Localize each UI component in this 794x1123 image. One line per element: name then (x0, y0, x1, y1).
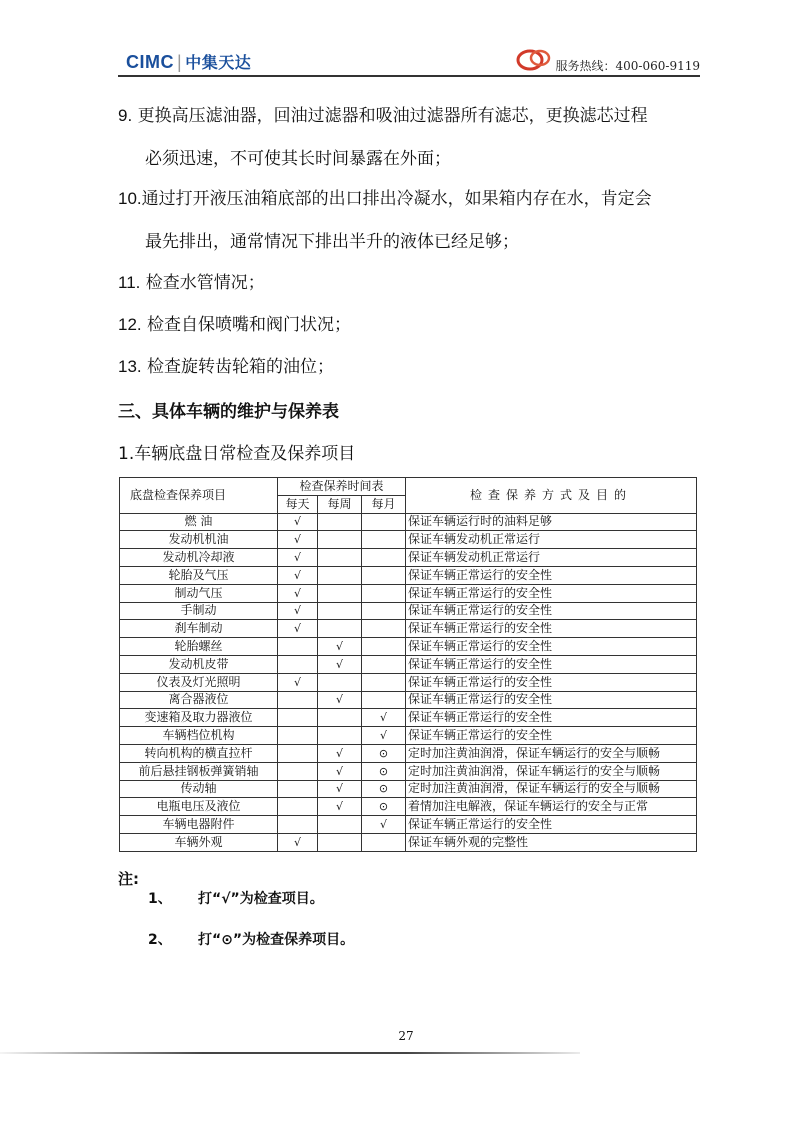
cell-weekly (318, 816, 362, 834)
item-number: 12. (118, 315, 142, 334)
hotline-text: 服务热线：400-060-9119 (555, 59, 700, 73)
cell-daily (278, 655, 318, 673)
cell-method: 保证车辆正常运行的安全性 (406, 584, 697, 602)
cell-weekly (318, 531, 362, 549)
cell-monthly (362, 620, 406, 638)
cell-method: 保证车辆正常运行的安全性 (406, 655, 697, 673)
cell-weekly (318, 513, 362, 531)
cell-daily: √ (278, 584, 318, 602)
cell-daily: √ (278, 549, 318, 567)
item-text: 检查水管情况； (145, 273, 265, 293)
cell-monthly: √ (362, 816, 406, 834)
cell-daily (278, 691, 318, 709)
list-item-12 (118, 314, 351, 336)
cell-daily (278, 798, 318, 816)
cell-monthly (362, 691, 406, 709)
brand-swirl-icon (516, 46, 554, 72)
cell-daily: √ (278, 673, 318, 691)
cell-method: 保证车辆正常运行的安全性 (406, 566, 697, 584)
cell-method: 保证车辆正常运行的安全性 (406, 602, 697, 620)
cell-item: 手制动 (120, 602, 278, 620)
item-number: 10. (118, 189, 142, 208)
cell-item: 电瓶电压及液位 (120, 798, 278, 816)
cell-item: 转向机构的横直拉杆 (120, 744, 278, 762)
table-row (120, 531, 697, 549)
cell-weekly (318, 709, 362, 727)
cell-method: 定时加注黄油润滑，保证车辆运行的安全与顺畅 (406, 762, 697, 780)
table-row (120, 744, 697, 762)
cell-daily (278, 780, 318, 798)
list-item-9-cont: 必须迅速，不可使其长时间暴露在外面； (145, 149, 451, 169)
item-text: 检查自保喷嘴和阀门状况； (147, 315, 352, 335)
page-header (118, 42, 700, 76)
item-number: 11. (118, 273, 141, 292)
cell-monthly (362, 584, 406, 602)
footer-rule (0, 1052, 580, 1054)
table-row (120, 602, 697, 620)
header-schedule: 检查保养时间表 (278, 478, 406, 496)
cell-daily (278, 709, 318, 727)
cell-weekly: √ (318, 655, 362, 673)
cell-item: 刹车制动 (120, 620, 278, 638)
header-item: 底盘检查保养项目 (120, 478, 278, 514)
cell-method: 保证车辆外观的完整性 (406, 833, 697, 851)
cell-weekly: √ (318, 780, 362, 798)
cell-weekly: √ (318, 744, 362, 762)
cell-daily: √ (278, 531, 318, 549)
cell-daily (278, 744, 318, 762)
cell-item: 变速箱及取力器液位 (120, 709, 278, 727)
cell-method: 保证车辆正常运行的安全性 (406, 673, 697, 691)
cell-item: 燃 油 (120, 513, 278, 531)
cell-daily (278, 727, 318, 745)
cell-weekly: √ (318, 691, 362, 709)
table-row (120, 566, 697, 584)
subsection-title: 1.车辆底盘日常检查及保养项目 (118, 444, 356, 464)
table-row (120, 673, 697, 691)
cell-item: 轮胎螺丝 (120, 638, 278, 656)
cell-weekly (318, 549, 362, 567)
cell-monthly (362, 549, 406, 567)
cell-monthly: √ (362, 727, 406, 745)
cell-method: 保证车辆正常运行的安全性 (406, 638, 697, 656)
item-number: 13. (118, 357, 142, 376)
cimc-logo (126, 50, 251, 73)
item-text: 检查旋转齿轮箱的油位； (147, 357, 335, 377)
cell-method: 定时加注黄油润滑，保证车辆运行的安全与顺畅 (406, 744, 697, 762)
page-number: 27 (398, 1029, 414, 1043)
table-row (120, 816, 697, 834)
table-row (120, 798, 697, 816)
table-row (120, 638, 697, 656)
table-header-row (120, 478, 697, 496)
cell-item: 车辆档位机构 (120, 727, 278, 745)
cell-monthly (362, 513, 406, 531)
cell-method: 保证车辆正常运行的安全性 (406, 691, 697, 709)
cell-item: 前后悬挂钢板弹簧销轴 (120, 762, 278, 780)
header-method: 检查保养方式及目的 (406, 478, 697, 514)
cell-method: 保证车辆发动机正常运行 (406, 531, 697, 549)
cell-weekly: √ (318, 762, 362, 780)
note-number: 2、 (148, 932, 172, 948)
table-row (120, 584, 697, 602)
cell-monthly (362, 833, 406, 851)
cell-daily (278, 816, 318, 834)
cell-item: 轮胎及气压 (120, 566, 278, 584)
table-row (120, 780, 697, 798)
cell-method: 保证车辆正常运行的安全性 (406, 816, 697, 834)
cell-daily: √ (278, 602, 318, 620)
logo-cn: 中集天达 (185, 55, 252, 72)
logo-separator: | (177, 52, 183, 72)
cell-monthly (362, 602, 406, 620)
cell-monthly: ⊙ (362, 780, 406, 798)
logo-en: CIMC (126, 52, 174, 72)
cell-weekly (318, 673, 362, 691)
note-text: 打“√”为检查项目。 (198, 891, 324, 907)
cell-daily: √ (278, 833, 318, 851)
cell-daily: √ (278, 566, 318, 584)
table-row (120, 762, 697, 780)
cell-weekly: √ (318, 638, 362, 656)
cell-item: 离合器液位 (120, 691, 278, 709)
cell-method: 保证车辆运行时的油料足够 (406, 513, 697, 531)
cell-monthly (362, 673, 406, 691)
cell-monthly: √ (362, 709, 406, 727)
item-text: 通过打开液压油箱底部的出口排出冷凝水，如果箱内存在水，肯定会 (141, 189, 652, 209)
cell-item: 制动气压 (120, 584, 278, 602)
cell-method: 保证车辆正常运行的安全性 (406, 620, 697, 638)
cell-method: 定时加注黄油润滑，保证车辆运行的安全与顺畅 (406, 780, 697, 798)
hotline-block (522, 48, 700, 72)
cell-item: 传动轴 (120, 780, 278, 798)
cell-monthly: ⊙ (362, 744, 406, 762)
table-row (120, 691, 697, 709)
table-row (120, 655, 697, 673)
cell-weekly (318, 584, 362, 602)
cell-monthly (362, 531, 406, 549)
cell-method: 保证车辆发动机正常运行 (406, 549, 697, 567)
table-row (120, 709, 697, 727)
list-item-10 (118, 188, 652, 210)
header-rule (118, 75, 700, 77)
list-item-10-cont: 最先排出，通常情况下排出半升的液体已经足够； (145, 232, 519, 252)
cell-monthly (362, 566, 406, 584)
cell-monthly (362, 638, 406, 656)
note-number: 1、 (148, 891, 172, 907)
table-row (120, 727, 697, 745)
cell-item: 车辆外观 (120, 833, 278, 851)
header-monthly: 每月 (362, 495, 406, 513)
item-text: 更换高压滤油器，回油过滤器和吸油过滤器所有滤芯，更换滤芯过程 (137, 106, 648, 126)
header-weekly: 每周 (318, 495, 362, 513)
cell-daily (278, 638, 318, 656)
item-number: 9. (118, 106, 133, 125)
cell-daily: √ (278, 620, 318, 638)
cell-item: 车辆电器附件 (120, 816, 278, 834)
table-row (120, 549, 697, 567)
cell-weekly: √ (318, 798, 362, 816)
cell-item: 发动机皮带 (120, 655, 278, 673)
table-row (120, 833, 697, 851)
cell-monthly (362, 655, 406, 673)
table-row (120, 620, 697, 638)
header-daily: 每天 (278, 495, 318, 513)
cell-daily (278, 762, 318, 780)
cell-weekly (318, 833, 362, 851)
cell-method: 保证车辆正常运行的安全性 (406, 709, 697, 727)
cell-monthly: ⊙ (362, 762, 406, 780)
notes-title: 注: (118, 870, 139, 888)
cell-weekly (318, 727, 362, 745)
cell-method: 保证车辆正常运行的安全性 (406, 727, 697, 745)
list-item-9 (118, 105, 648, 127)
cell-daily: √ (278, 513, 318, 531)
cell-item: 发动机机油 (120, 531, 278, 549)
cell-monthly: ⊙ (362, 798, 406, 816)
cell-weekly (318, 566, 362, 584)
cell-item: 仪表及灯光照明 (120, 673, 278, 691)
cell-weekly (318, 620, 362, 638)
table-row (120, 513, 697, 531)
cell-weekly (318, 602, 362, 620)
cell-item: 发动机冷却液 (120, 549, 278, 567)
list-item-13 (118, 356, 334, 378)
note-text: 打“⊙”为检查保养项目。 (198, 932, 355, 948)
cell-method: 着情加注电解液，保证车辆运行的安全与正常 (406, 798, 697, 816)
list-item-11 (118, 272, 265, 294)
maintenance-table (119, 477, 697, 852)
section-title: 三、具体车辆的维护与保养表 (118, 402, 339, 422)
